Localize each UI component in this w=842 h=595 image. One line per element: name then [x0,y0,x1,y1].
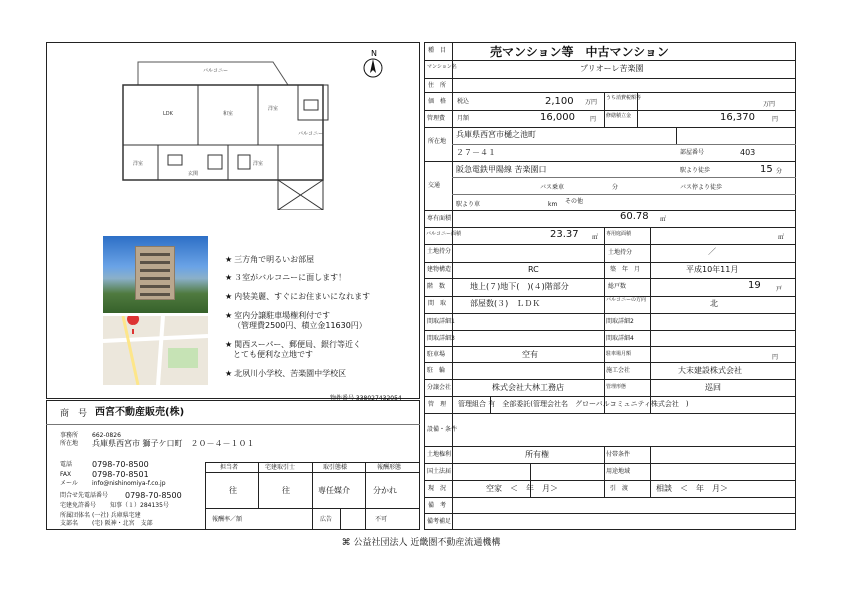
repair-label: 修繕積立金 [606,113,632,119]
layout-value: 部屋数(３) ＬＤＫ [470,299,541,308]
remarks-label: 備 考 [428,502,447,509]
struct-value: RC [528,265,539,274]
plan-label: 洋室 [268,106,279,112]
detail3-label: 間取詳細3 [427,335,455,342]
agent-bottom: 不可 [375,516,388,523]
extra-label: 付帯条件 [606,451,631,458]
plan-label: 和室 [223,111,234,117]
private-unit: ㎡ [778,234,785,241]
private-label: 専用庭面積 [606,231,632,237]
trade-name: 西宮不動産販売(株) [95,407,185,418]
price-label: 価 格 [428,98,447,105]
price-sub: 税込 [457,98,470,105]
land-value: ／ [708,247,716,256]
feature-item: ★ 関西スーパー、郵便局、銀行等近く [225,340,362,349]
price-unit: 万円 [585,99,598,106]
bus-unit: 分 [612,184,619,191]
mgmt-value: 16,000 [540,112,575,123]
balcony-value: 23.37 [550,229,579,240]
feature-item: ★ 三方角で明るいお部屋 [225,255,315,264]
balcony-label: バルコニー面積 [426,231,462,237]
address-label: 住 所 [428,82,447,89]
agent-header: 取引態様 [323,464,348,471]
tax-label: うち消費税額等 [606,95,642,101]
room-label: 部屋番号 [680,149,705,156]
parking-fee-label: 駐車場月額 [606,351,632,357]
builder-value: 大末建設株式会社 [678,366,742,375]
status-label: 現 況 [428,485,447,492]
agent-header: 担当者 [220,464,239,471]
license-value: 知事（１）284135号 [110,502,169,509]
balcony-unit: ㎡ [592,234,599,241]
built-label: 築 年 月 [610,266,641,273]
mgmt-label: 管理費 [427,115,446,122]
manage-value: 管理組合 有 全部委託(管理会社名 グローバルコミュニティ株式会社 ) [458,400,689,408]
bus-label: バス乗車 [540,184,565,191]
walk-unit: 分 [776,168,783,175]
contact-label: 問合せ先電話番号 [60,492,109,499]
document-number: 物件番号 338027432054 [330,395,402,402]
plan-label: 玄関 [188,171,199,177]
contact-value: 0798-70-8500 [125,491,182,500]
price-value: 2,100 [545,96,574,107]
tel-value: 0798-70-8500 [92,460,149,469]
feature-item: とても便利な立地です [233,350,313,359]
compass-label: N [371,49,377,58]
plan-label: バルコニー [298,131,324,137]
agent-bottom: 広告 [320,516,333,523]
address-value: 兵庫県西宮市 獅子ケ口町 ２０－４－１０１ [92,439,255,448]
zoning-label: 国土法届 [427,468,452,475]
units-value: 19 [748,280,761,291]
mgmt-unit: 円 [590,116,597,123]
agent-cell: 分かれ [373,486,397,495]
seller-label: 分譲会社 [427,384,452,391]
cond-label: 設備・条件 [427,426,458,433]
floors-value: 地上(７)地下( )(４)階部分 [470,282,569,291]
floor-plan [108,60,353,210]
land-right2-value: 所有権 [525,450,549,459]
tel-label: 電話 [60,461,73,468]
mgmt-sub: 月額 [457,115,470,122]
other-label: その他 [565,198,584,205]
dir-label: バルコニーの方向 [606,297,647,303]
assoc-label: 所属団体名 [60,512,91,519]
feature-item: （管理費2500円、積立金11630円） [233,321,367,330]
builder-label: 施工会社 [606,367,631,374]
plan-label: バルコニー [203,68,229,74]
tax-unit: 万円 [763,101,776,108]
compass-icon [361,48,385,80]
building-photo [103,236,208,313]
bus-walk-label: バス停より徒歩 [680,184,723,191]
feature-item: ★ 室内分譲駐車場権利付です [225,311,331,320]
repair-value: 16,370 [720,112,755,123]
name-label: マンション名 [427,64,457,70]
agent-cell: 往 [282,486,290,495]
use-label: 用途地域 [606,468,631,475]
struct-label: 建物構造 [427,266,452,273]
kind-value: 売マンション等 中古マンション [490,45,669,59]
area-unit: ㎡ [660,216,667,223]
status-value: 空家 ＜ 年 月＞ [486,484,558,493]
remarks2-label: 備考補足 [427,518,452,525]
name-value: プリオーレ苦楽園 [580,64,644,73]
units-label: 総戸数 [608,283,627,290]
dir-value: 北 [710,299,718,308]
seller-value: 株式会社大林工務店 [492,383,564,392]
room-value: 403 [740,148,756,157]
agent-header: 報酬形態 [377,464,402,471]
parking-fee-unit: 円 [772,354,779,361]
office-label: 事務所 [60,432,79,439]
trade-label: 商 号 [60,409,88,419]
area-label: 専有面積 [427,215,452,222]
land-right2-label: 土地権利 [427,451,452,458]
bikefee-label: 駐 輪 [427,367,446,374]
location-map [103,316,208,385]
parking-value: 空有 [522,350,538,359]
plan-label: 洋室 [133,161,144,167]
office-value: 662-0826 [92,432,121,439]
license-label: 宅建免許番号 [60,502,97,509]
mail-value: info@nishinomiya-f.co.jp [92,480,166,487]
parking-label: 駐車場 [427,351,446,358]
repair-unit: 円 [772,116,779,123]
car-unit: km [548,201,558,208]
logo-icon: ⌘ [341,538,354,548]
branch-label: 支部名 [60,520,79,527]
floors-label: 階 数 [427,283,446,290]
assoc-value: (一社) 兵庫県宅建 [92,512,141,519]
handover-value: 相談 ＜ 年 月＞ [656,484,728,493]
plan-label: LDK [163,111,173,117]
kind-label: 種 目 [428,47,447,54]
built-value: 平成10年11月 [686,265,739,274]
area-value: 60.78 [620,211,649,222]
agent-cell: 往 [229,486,237,495]
feature-item: ★ 内装美麗、すぐにお住まいになれます [225,292,371,301]
fax-label: FAX [60,471,72,478]
branch-value: (宅) 阪神・北宮 支部 [92,520,153,527]
handover-label: 引 渡 [610,485,629,492]
transport-label: 交通 [428,182,441,189]
mail-label: メール [60,480,78,487]
agent-bottom: 報酬率／額 [212,516,243,523]
footer-text: ⌘ 公益社団法人 近畿圏不動産流通機構 [341,538,501,548]
feature-item: ★ 北夙川小学校、苦楽園中学校区 [225,369,347,378]
units-unit: 戸 [776,286,783,293]
detail2-label: 間取詳細2 [606,318,634,325]
detail4-label: 間取詳細4 [606,335,634,342]
walk-value: 15 [760,164,773,175]
address-label: 所在地 [60,440,79,447]
detail1-label: 間取詳細1 [427,318,455,325]
plan-label: 洋室 [253,161,264,167]
fax-value: 0798-70-8501 [92,470,149,479]
walk-label: 駅より徒歩 [680,167,711,174]
mgmt-form-value: 巡回 [705,383,721,392]
location-no: ２７－４１ [456,148,496,157]
manage-label: 管 理 [428,401,447,408]
agent-cell: 専任媒介 [318,486,350,495]
location-value: 兵庫県西宮市樋之池町 [456,130,536,139]
land-right-label: 土地持分 [608,249,633,256]
layout-label: 間 取 [428,300,447,307]
mgmt-form-label: 管理形態 [606,384,627,390]
land-label: 土地持分 [427,248,452,255]
location-label: 所在地 [428,138,447,145]
feature-item: ★ ３室がバルコニーに面します！ [225,273,347,282]
transport-line: 阪急電鉄甲陽線 苦楽園口 [456,165,547,174]
agent-header: 宅建取引士 [265,464,296,471]
car-label: 駅より車 [456,201,481,208]
